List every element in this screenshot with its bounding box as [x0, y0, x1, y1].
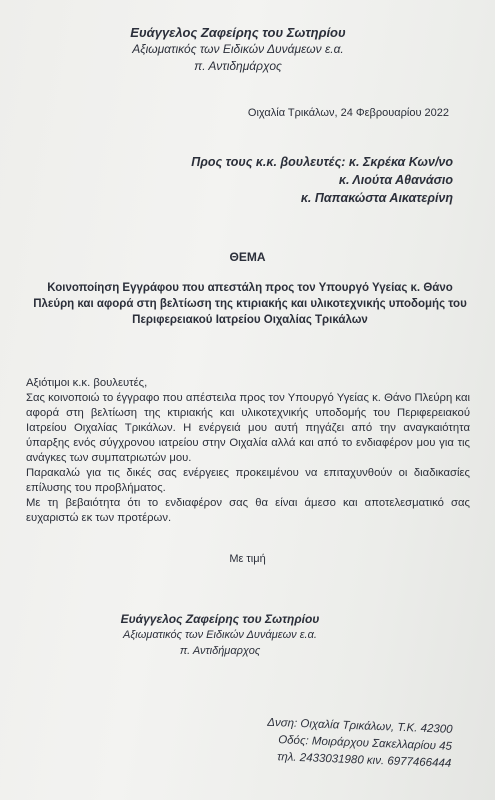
letterhead [118, 24, 358, 75]
sender-role: Αξιωματικός των Ειδικών Δυνάμεων ε.α. [132, 42, 344, 56]
body-paragraph-1: Σας κοινοποιώ το έγγραφο που απέστειλα προς τον Υπουργό Υγείας κ. Θάνο Πλεύρη και αφορά στη βελτίωση της κτιριακής και υλικοτεχνικής υποδομής του Περιφερειακού Ιατρείου Οιχαλίας Τρικάλων. Η ενέργειά μου αυτή πηγάζει από την αναγκαιότητα ύπαρξης ενός σύγχρονου ιατρείου στην Οιχαλία αλλά και από το ενδιαφέρον μου για τις ανάγκες των συμπατριωτών μου. [26, 392, 470, 464]
recipient-3: κ. Παπακώστα Αικατερίνη [300, 191, 453, 205]
salutation: Αξιότιμοι κ.κ. βουλευτές, [26, 377, 148, 389]
recipient-2: κ. Λιούτα Αθανάσιο [338, 173, 453, 187]
recipient-1: κ. Σκρέκα Κων/νο [348, 155, 453, 169]
closing: Με τιμή [229, 553, 266, 565]
body-paragraph-3: Με τη βεβαιότητα ότι το ενδιαφέρον σας θα είναι άμεσο και αποτελεσματικό σας ευχαριστώ εκ των προτέρων. [26, 497, 470, 524]
recipients-label: Προς τους κ.κ. βουλευτές: [191, 155, 346, 169]
signature-title: π. Αντιδήμαρχος [179, 645, 261, 657]
sender-name: Ευάγγελος Ζαφείρης του Σωτηρίου [130, 25, 346, 40]
subject-heading: ΘΕΜΑ [229, 250, 266, 264]
subject-text: Κοινοποίηση Εγγράφου που απεστάλη προς τον Υπουργό Υγείας κ. Θάνο Πλεύρη και αφορά στη βελτίωση της κτιριακής και υλικοτεχνικής υποδομής του Περιφερειακού Ιατρείου Οιχαλίας Τρικάλων [33, 282, 467, 326]
signature-role: Αξιωματικός των Ειδικών Δυνάμεων ε.α. [123, 629, 317, 641]
recipients-block [153, 153, 453, 207]
letter-date: Οιχαλία Τρικάλων, 24 Φεβρουαρίου 2022 [247, 107, 449, 119]
address-line-1: Δνση: Οιχαλία Τρικάλων, Τ.Κ. 42300 [267, 716, 453, 736]
sender-title: π. Αντιδημάρχος [194, 59, 282, 73]
address-block [246, 714, 453, 773]
address-line-2: Οδός: Μοιράρχου Σακελλαρίου 45 [277, 734, 453, 753]
body-paragraph-2: Παρακαλώ για τις δικές σας ενέργειες προκειμένου να επιταχυνθούν οι διαδικασίες επίλυσης του προβλήματος. [26, 467, 470, 494]
letter-body [26, 376, 470, 526]
signature-name: Ευάγγελος Ζαφείρης του Σωτηρίου [120, 612, 320, 626]
signature-block [120, 611, 320, 659]
address-line-3: τηλ. 2433031980 κιν. 6977466444 [276, 751, 452, 770]
